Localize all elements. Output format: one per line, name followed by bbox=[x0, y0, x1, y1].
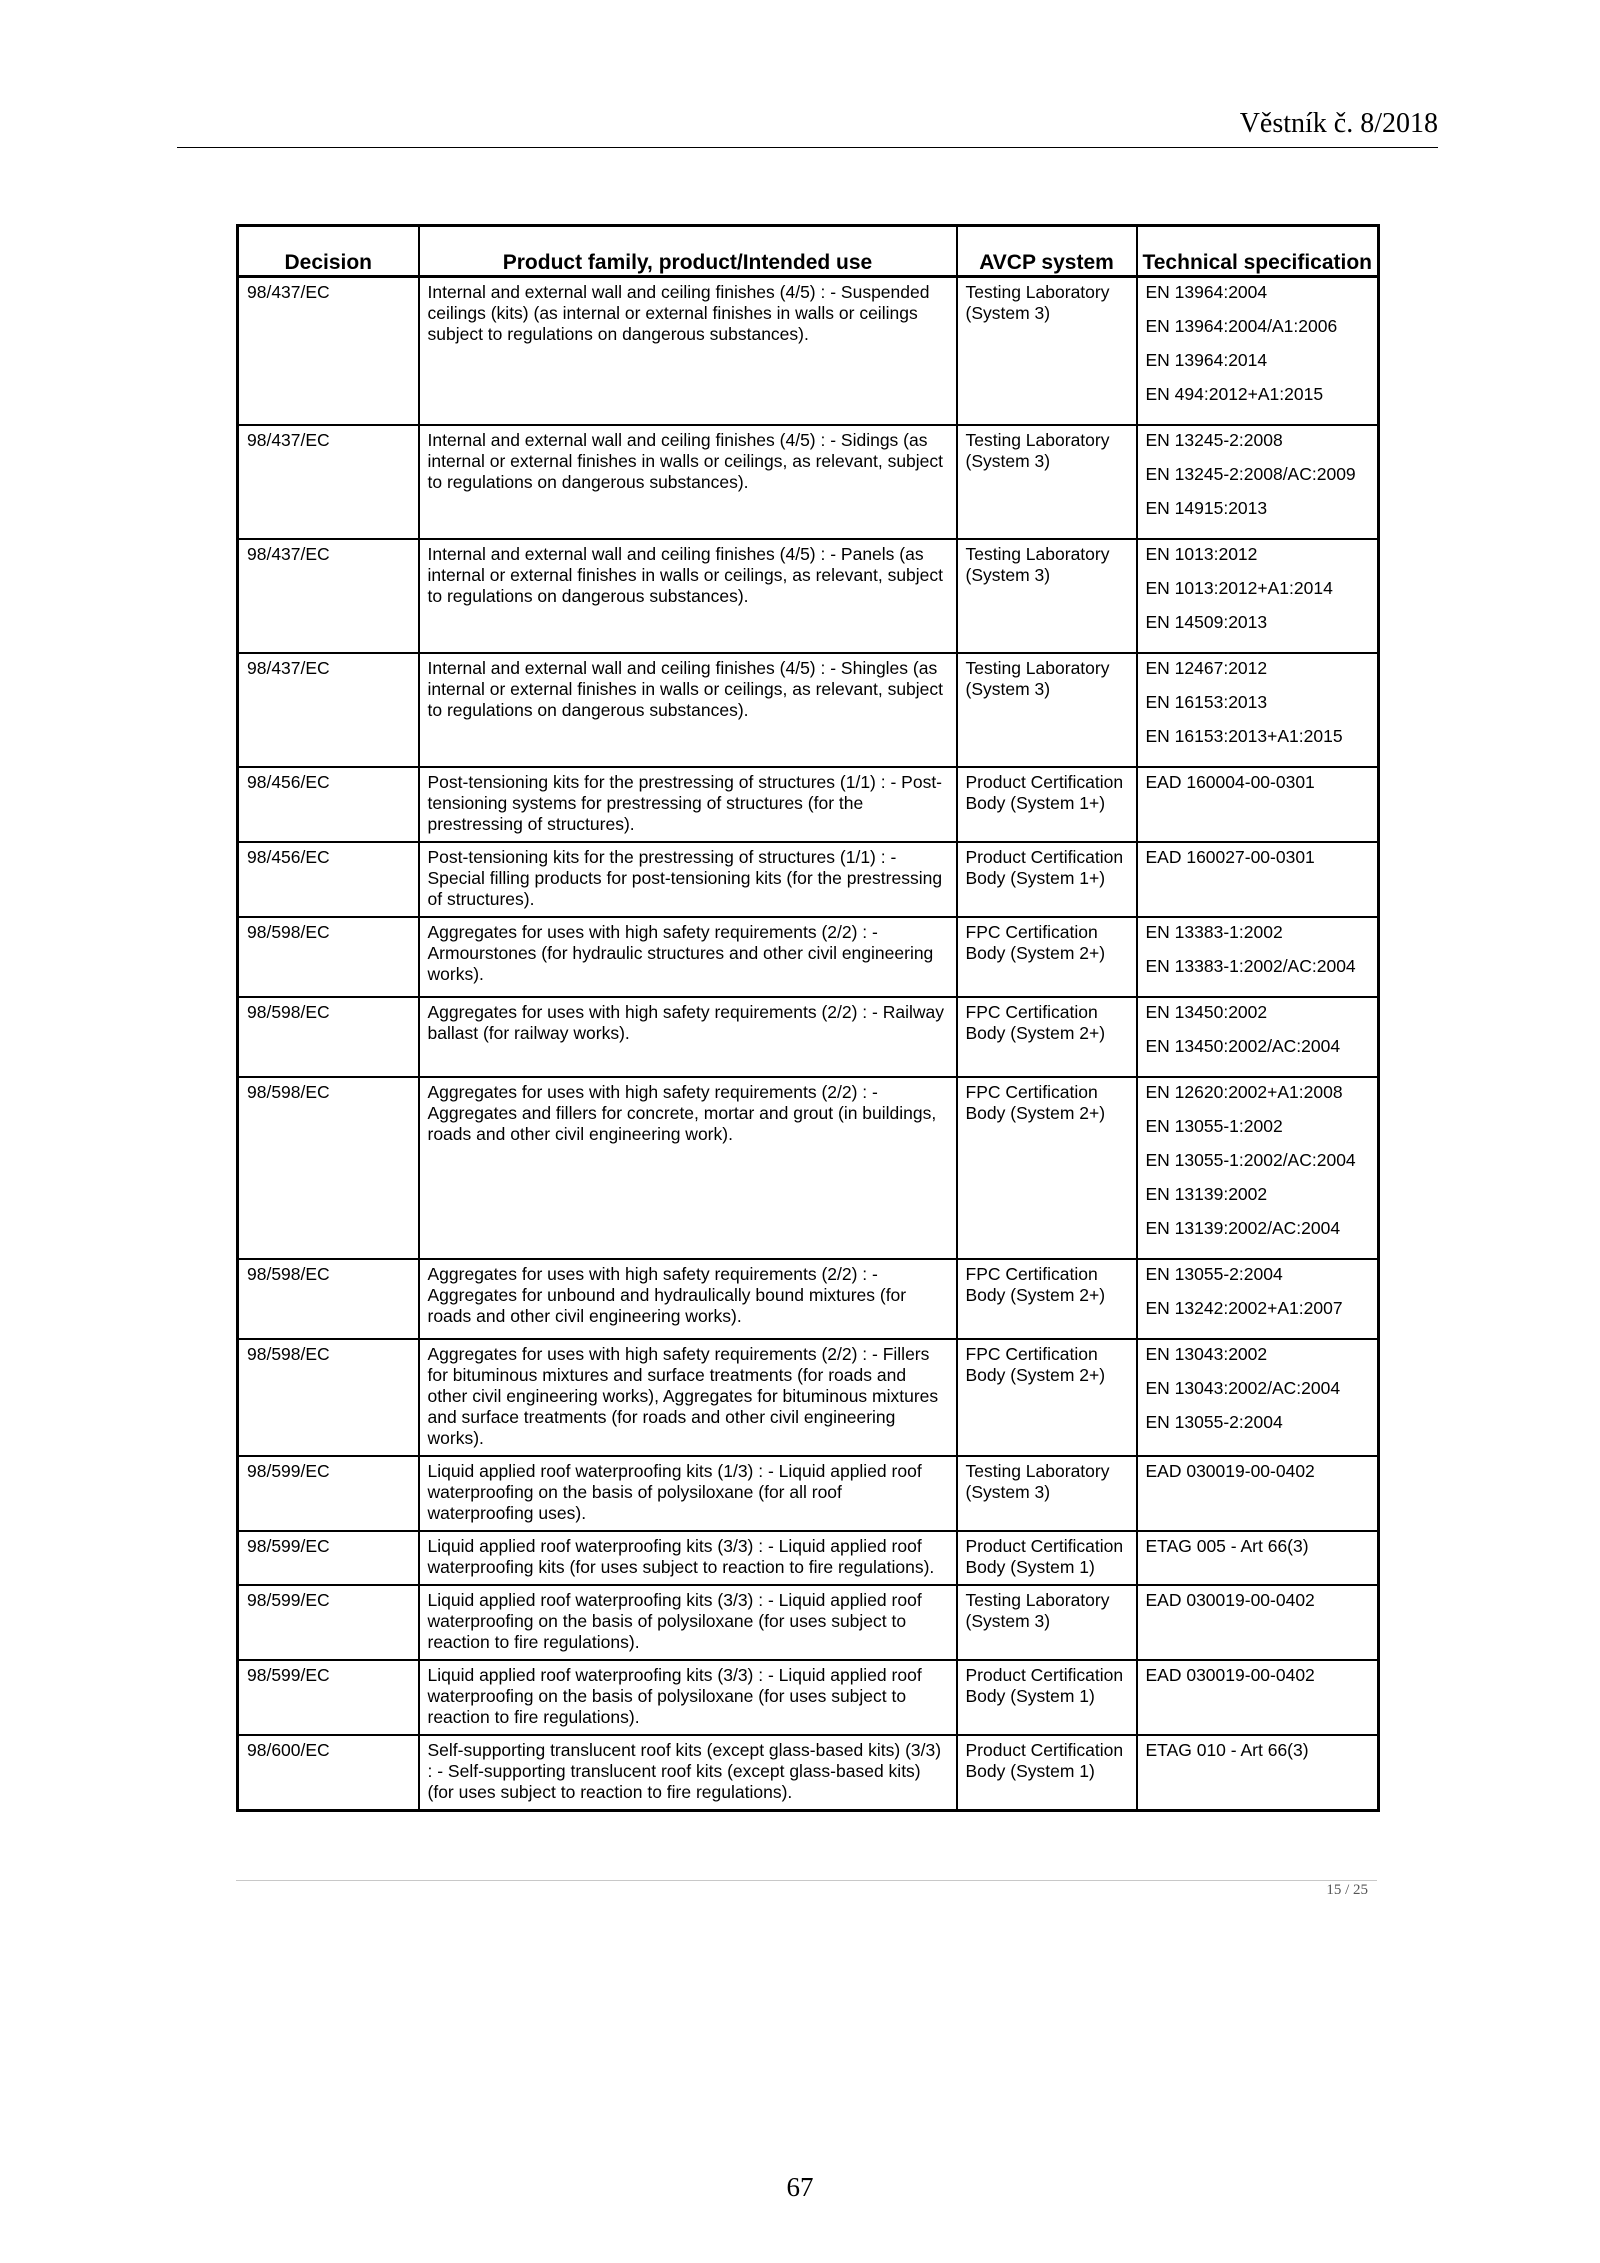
specification-cell bbox=[1137, 653, 1379, 767]
specification-item: EN 13055-1:2002/AC:2004 bbox=[1145, 1150, 1356, 1170]
specification-item: EN 13450:2002 bbox=[1145, 1002, 1268, 1022]
specification-item: ETAG 005 - Art 66(3) bbox=[1145, 1536, 1309, 1556]
specification-item: EAD 160027-00-0301 bbox=[1145, 847, 1315, 867]
column-header-decision: Decision bbox=[238, 226, 419, 277]
avcp-cell: FPC Certification Body (System 2+) bbox=[957, 917, 1137, 997]
decision-cell: 98/599/EC bbox=[238, 1456, 419, 1531]
product-cell: Post-tensioning kits for the prestressing of structures (1/1) : - Post-tensioning systems for prestressing of structures (for the prestressing of structures). bbox=[419, 767, 957, 842]
table-row bbox=[238, 539, 1379, 653]
product-cell: Internal and external wall and ceiling finishes (4/5) : - Suspended ceilings (kits) (as internal or external finishes in walls or ceilings subject to regulations on dangerous substances). bbox=[419, 277, 957, 426]
footer-divider bbox=[236, 1880, 1377, 1881]
avcp-cell: Testing Laboratory (System 3) bbox=[957, 1585, 1137, 1660]
specification-cell bbox=[1137, 917, 1379, 997]
table-row bbox=[238, 1585, 1379, 1660]
product-cell: Aggregates for uses with high safety requirements (2/2) : - Fillers for bituminous mixtures and surface treatments (for roads and other civil engineering works), Aggregates for bituminous mixtures and surface treatments (for roads and other civil engineering works). bbox=[419, 1339, 957, 1456]
table-row bbox=[238, 653, 1379, 767]
bulletin-title: Věstník č. 8/2018 bbox=[1239, 108, 1438, 139]
table-body bbox=[238, 277, 1379, 1811]
specification-item: EN 13055-2:2004 bbox=[1145, 1412, 1283, 1432]
table-row bbox=[238, 1077, 1379, 1259]
avcp-cell: Product Certification Body (System 1) bbox=[957, 1531, 1137, 1585]
specification-item: EN 13450:2002/AC:2004 bbox=[1145, 1036, 1341, 1056]
product-cell: Aggregates for uses with high safety requirements (2/2) : - Aggregates and fillers for concrete, mortar and grout (in buildings, roads and other civil engineering work). bbox=[419, 1077, 957, 1259]
avcp-cell: Product Certification Body (System 1) bbox=[957, 1735, 1137, 1811]
table-row bbox=[238, 1456, 1379, 1531]
product-cell: Liquid applied roof waterproofing kits (3/3) : - Liquid applied roof waterproofing on the basis of polysiloxane (for uses subject to reaction to fire regulations). bbox=[419, 1660, 957, 1735]
header-divider bbox=[177, 147, 1438, 148]
avcp-cell: Product Certification Body (System 1+) bbox=[957, 842, 1137, 917]
table-row bbox=[238, 1660, 1379, 1735]
product-cell: Self-supporting translucent roof kits (except glass-based kits) (3/3) : - Self-supporting translucent roof kits (except glass-based kits) (for uses subject to reaction to fire regulations). bbox=[419, 1735, 957, 1811]
specification-item: EN 13383-1:2002 bbox=[1145, 922, 1283, 942]
avcp-cell: Testing Laboratory (System 3) bbox=[957, 1456, 1137, 1531]
specification-item: EN 16153:2013+A1:2015 bbox=[1145, 726, 1343, 746]
specification-cell bbox=[1137, 1735, 1379, 1811]
decision-cell: 98/437/EC bbox=[238, 539, 419, 653]
decision-cell: 98/437/EC bbox=[238, 277, 419, 426]
table-header-row bbox=[238, 226, 1379, 277]
avcp-cell: FPC Certification Body (System 2+) bbox=[957, 1339, 1137, 1456]
specification-cell bbox=[1137, 1585, 1379, 1660]
specification-cell bbox=[1137, 1660, 1379, 1735]
decision-cell: 98/598/EC bbox=[238, 1339, 419, 1456]
specification-item: EN 13242:2002+A1:2007 bbox=[1145, 1298, 1343, 1318]
specification-item: EN 494:2012+A1:2015 bbox=[1145, 384, 1324, 404]
specification-item: EN 13139:2002/AC:2004 bbox=[1145, 1218, 1341, 1238]
product-cell: Liquid applied roof waterproofing kits (3/3) : - Liquid applied roof waterproofing on the basis of polysiloxane (for uses subject to reaction to fire regulations). bbox=[419, 1585, 957, 1660]
product-cell: Liquid applied roof waterproofing kits (1/3) : - Liquid applied roof waterproofing on the basis of polysiloxane (for all roof waterproofing uses). bbox=[419, 1456, 957, 1531]
specification-cell bbox=[1137, 1259, 1379, 1339]
specification-item: EN 14915:2013 bbox=[1145, 498, 1268, 518]
table-row bbox=[238, 1259, 1379, 1339]
decision-cell: 98/437/EC bbox=[238, 425, 419, 539]
page-number: 67 bbox=[786, 2172, 814, 2202]
specification-item: EN 13043:2002/AC:2004 bbox=[1145, 1378, 1341, 1398]
avcp-cell: FPC Certification Body (System 2+) bbox=[957, 1259, 1137, 1339]
specification-item: EAD 160004-00-0301 bbox=[1145, 772, 1315, 792]
specification-item: EN 12467:2012 bbox=[1145, 658, 1268, 678]
specification-cell bbox=[1137, 1456, 1379, 1531]
table-row bbox=[238, 1531, 1379, 1585]
column-header-avcp: AVCP system bbox=[957, 226, 1137, 277]
table-row bbox=[238, 425, 1379, 539]
specification-item: EN 16153:2013 bbox=[1145, 692, 1268, 712]
decision-cell: 98/598/EC bbox=[238, 997, 419, 1077]
decision-cell: 98/598/EC bbox=[238, 1077, 419, 1259]
specification-item: ETAG 010 - Art 66(3) bbox=[1145, 1740, 1309, 1760]
specification-cell bbox=[1137, 1531, 1379, 1585]
specification-cell bbox=[1137, 425, 1379, 539]
table-row bbox=[238, 767, 1379, 842]
specification-item: EN 13964:2014 bbox=[1145, 350, 1268, 370]
specification-item: EN 12620:2002+A1:2008 bbox=[1145, 1082, 1343, 1102]
specification-item: EN 13055-2:2004 bbox=[1145, 1264, 1283, 1284]
specification-cell bbox=[1137, 842, 1379, 917]
specification-item: EAD 030019-00-0402 bbox=[1145, 1590, 1315, 1610]
product-cell: Aggregates for uses with high safety requirements (2/2) : - Aggregates for unbound and hydraulically bound mixtures (for roads and other civil engineering works). bbox=[419, 1259, 957, 1339]
specification-item: EN 1013:2012 bbox=[1145, 544, 1258, 564]
specification-item: EN 13139:2002 bbox=[1145, 1184, 1268, 1204]
avcp-cell: Product Certification Body (System 1+) bbox=[957, 767, 1137, 842]
decision-cell: 98/437/EC bbox=[238, 653, 419, 767]
specification-item: EAD 030019-00-0402 bbox=[1145, 1461, 1315, 1481]
table-row bbox=[238, 277, 1379, 426]
specification-cell bbox=[1137, 997, 1379, 1077]
avcp-cell: FPC Certification Body (System 2+) bbox=[957, 997, 1137, 1077]
specification-cell bbox=[1137, 539, 1379, 653]
decision-cell: 98/456/EC bbox=[238, 767, 419, 842]
specification-item: EN 13245-2:2008/AC:2009 bbox=[1145, 464, 1356, 484]
specification-cell bbox=[1137, 1077, 1379, 1259]
table-row bbox=[238, 997, 1379, 1077]
specification-item: EN 13043:2002 bbox=[1145, 1344, 1268, 1364]
table-row bbox=[238, 1735, 1379, 1811]
decision-cell: 98/599/EC bbox=[238, 1531, 419, 1585]
specification-item: EN 13055-1:2002 bbox=[1145, 1116, 1283, 1136]
avcp-cell: Testing Laboratory (System 3) bbox=[957, 277, 1137, 426]
table-row bbox=[238, 1339, 1379, 1456]
decision-cell: 98/456/EC bbox=[238, 842, 419, 917]
table-row bbox=[238, 842, 1379, 917]
column-header-product: Product family, product/Intended use bbox=[419, 226, 957, 277]
product-cell: Internal and external wall and ceiling finishes (4/5) : - Sidings (as internal or external finishes in walls or ceilings, as relevant, subject to regulations on dangerous substances). bbox=[419, 425, 957, 539]
product-cell: Internal and external wall and ceiling finishes (4/5) : - Shingles (as internal or external finishes in walls or ceilings, as relevant, subject to regulations on dangerous substances). bbox=[419, 653, 957, 767]
product-cell: Liquid applied roof waterproofing kits (3/3) : - Liquid applied roof waterproofing kits (for uses subject to reaction to fire regulations). bbox=[419, 1531, 957, 1585]
avcp-cell: Testing Laboratory (System 3) bbox=[957, 653, 1137, 767]
specification-item: EN 1013:2012+A1:2014 bbox=[1145, 578, 1333, 598]
product-cell: Aggregates for uses with high safety requirements (2/2) : - Railway ballast (for railway works). bbox=[419, 997, 957, 1077]
avcp-cell: Testing Laboratory (System 3) bbox=[957, 425, 1137, 539]
decision-cell: 98/598/EC bbox=[238, 1259, 419, 1339]
product-cell: Internal and external wall and ceiling finishes (4/5) : - Panels (as internal or external finishes in walls or ceilings, as relevant, subject to regulations on dangerous substances). bbox=[419, 539, 957, 653]
specification-cell bbox=[1137, 277, 1379, 426]
product-cell: Aggregates for uses with high safety requirements (2/2) : - Armourstones (for hydraulic structures and other civil engineering works). bbox=[419, 917, 957, 997]
decision-cell: 98/598/EC bbox=[238, 917, 419, 997]
avcp-cell: Product Certification Body (System 1) bbox=[957, 1660, 1137, 1735]
specification-item: EN 13964:2004 bbox=[1145, 282, 1268, 302]
decision-cell: 98/600/EC bbox=[238, 1735, 419, 1811]
specification-item: EN 13964:2004/A1:2006 bbox=[1145, 316, 1338, 336]
table-row bbox=[238, 917, 1379, 997]
avcp-cell: Testing Laboratory (System 3) bbox=[957, 539, 1137, 653]
column-header-specification: Technical specification bbox=[1137, 226, 1379, 277]
page-fraction: 15 / 25 bbox=[1326, 1882, 1368, 1898]
specification-cell bbox=[1137, 767, 1379, 842]
specification-item: EAD 030019-00-0402 bbox=[1145, 1665, 1315, 1685]
avcp-cell: FPC Certification Body (System 2+) bbox=[957, 1077, 1137, 1259]
specification-cell bbox=[1137, 1339, 1379, 1456]
decision-cell: 98/599/EC bbox=[238, 1585, 419, 1660]
decision-cell: 98/599/EC bbox=[238, 1660, 419, 1735]
specification-table bbox=[236, 224, 1380, 1812]
specification-item: EN 13245-2:2008 bbox=[1145, 430, 1283, 450]
specification-item: EN 14509:2013 bbox=[1145, 612, 1268, 632]
product-cell: Post-tensioning kits for the prestressing of structures (1/1) : - Special filling products for post-tensioning kits (for the prestressing of structures). bbox=[419, 842, 957, 917]
specification-item: EN 13383-1:2002/AC:2004 bbox=[1145, 956, 1356, 976]
